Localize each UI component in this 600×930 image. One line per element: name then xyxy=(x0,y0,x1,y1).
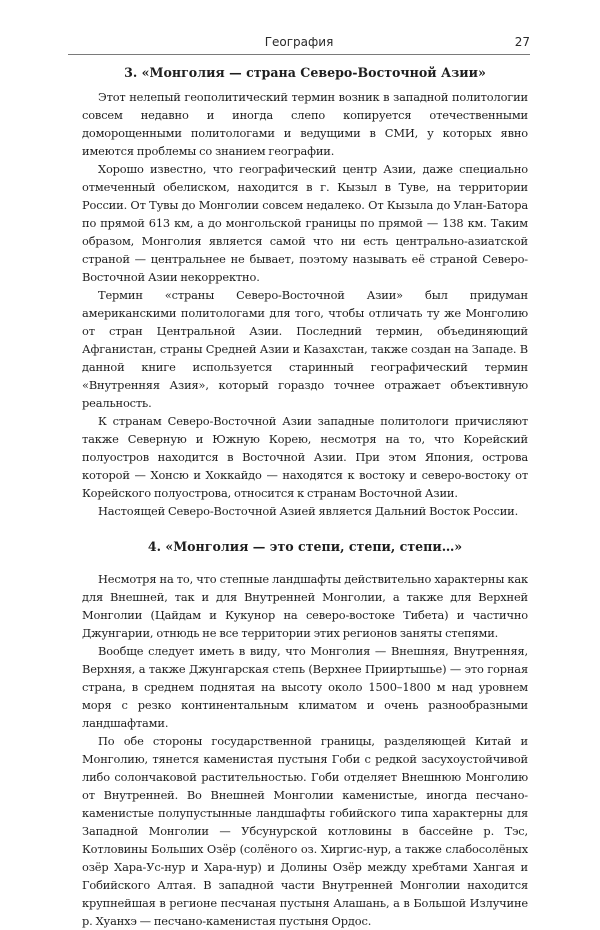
paragraph: По обе стороны государственной границы, разделяющей Китай и Монголию, тянется каменистая пустыня Гоби с редкой засухоустойчивой либо солончаковой растительностью. Гоби отделяет Внешнюю Монголию от Внутренней. Во Внешней Монголии каменистые, иногда песчано-каменистые полупустынные ландшафты гобийского типа характерны для Западной Монголии — Убсунурской котловины в бассейне р. Тэс, Котловины Больших Озёр (солёного оз. Хиргис-нур, а также слабосолёных озёр Хара-Ус-нур и Хара-нур) и Долины Озёр между хребтами Хангая и Гобийского Алтая. В западной части Внутренней Монголии находится крупнейшая в регионе песчаная пустыня Алашань, а в Большой Излучине р. Хуанхэ — песчано-каменистая пустыня Ордос. xyxy=(82,734,528,928)
section-3 xyxy=(82,64,528,520)
body-text xyxy=(82,64,528,930)
section-heading: 4. «Монголия — это степи, степи, степи…» xyxy=(147,539,463,554)
paragraph: Хорошо известно, что географический центр Азии, даже специально отмеченный обелиском, находится в г. Кызыл в Туве, на территории России. От Тувы до Монголии совсем недалеко. От Кызыла до Улан-Батора по прямой 613 км, а до монгольской границы по прямой — 138 км. Таким образом, Монголия является самой что ни есть центрально-азиатской страной — центральнее не бывает, поэтому называть её страной Северо-Восточной Азии некорректно. xyxy=(82,162,528,284)
paragraph: Этот нелепый геополитический термин возник в западной политологии совсем недавно и иногда слепо копируется отечественными доморощенными политологами и ведущими в СМИ, у которых явно имеются проблемы со знанием географии. xyxy=(82,90,528,158)
paragraph: Термин «страны Северо-Восточной Азии» был придуман американскими политологами для того, чтобы отличать ту же Монголию от стран Центральной Азии. Последний термин, объединяющий Афганистан, страны Средней Азии и Казахстан, также создан на Западе. В данной книге используется старинный географический термин «Внутренняя Азия», который гораздо точнее отражает объективную реальность. xyxy=(82,288,528,410)
running-head xyxy=(68,34,530,55)
paragraph: К странам Северо-Восточной Азии западные политологи причисляют также Северную и Южную Корею, несмотря на то, что Корейский полуостров находится в Восточной Азии. При этом Япония, острова которой — Хонсю и Хоккайдо — находятся к востоку и северо-востоку от Корейского полуострова, относится к странам Восточной Азии. xyxy=(82,414,528,500)
paragraph: Вообще следует иметь в виду, что Монголия — Внешняя, Внутренняя, Верхняя, а также Джунгарская степь (Верхнее Прииртышье) — это горная страна, в среднем поднятая на высоту около 1500–1800 м над уровнем моря с резко континентальным климатом и очень разнообразными ландшафтами. xyxy=(82,644,528,730)
paragraph: Настоящей Северо-Восточной Азией является Дальний Восток России. xyxy=(98,504,519,518)
section-heading: 3. «Монголия — страна Северо-Восточной Азии» xyxy=(124,65,486,80)
paragraph: Несмотря на то, что степные ландшафты действительно характерны как для Внешней, так и для Внутренней Монголии, а также для Верхней Монголии (Цайдам и Кукунор на северо-востоке Тибета) и частично Джунгарии, отнюдь не все территории этих регионов заняты степями. xyxy=(82,572,528,640)
page-number: 27 xyxy=(514,35,530,49)
running-title: География xyxy=(264,35,334,49)
section-4 xyxy=(82,538,528,930)
